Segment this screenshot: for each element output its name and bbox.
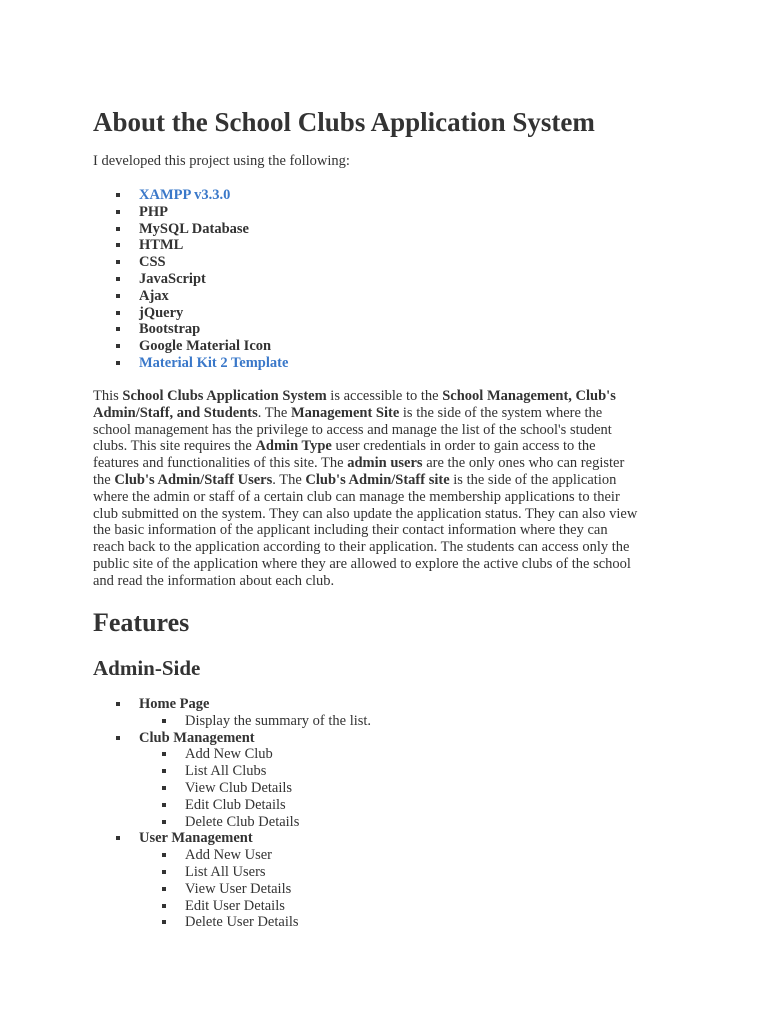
- technology-item: MySQL Database: [93, 221, 288, 238]
- feature-item: Add New Club: [139, 746, 371, 763]
- text-segment: This: [93, 388, 123, 404]
- intro-text: I developed this project using the following:: [93, 153, 350, 169]
- feature-item: Edit User Details: [139, 898, 371, 915]
- feature-item: Edit Club Details: [139, 797, 371, 814]
- technology-item: Ajax: [93, 288, 288, 305]
- text-segment: where the admin or staff of a certain club can manage the membership applications to their: [93, 488, 620, 505]
- text-segment: are the only ones who can register: [422, 455, 625, 472]
- technology-item: Google Material Icon: [93, 338, 288, 355]
- technology-item: HTML: [93, 237, 288, 254]
- text-segment: club submitted on the system. They can also update the application status. They can also view: [93, 505, 638, 522]
- description-line: [93, 539, 683, 556]
- text-segment: is the side of the system where the: [399, 404, 603, 421]
- technology-item[interactable]: [93, 187, 288, 204]
- bold-text: Admin/Staff, and Students: [93, 404, 258, 421]
- description-line: [93, 489, 683, 506]
- bold-text: admin users: [347, 455, 423, 472]
- feature-group-label: User Management: [139, 830, 253, 847]
- description-line: [93, 405, 683, 422]
- technology-link[interactable]: Material Kit 2 Template: [139, 354, 289, 371]
- feature-item: Display the summary of the list.: [139, 713, 371, 730]
- bold-text: Admin Type: [255, 438, 332, 455]
- feature-item: Delete Club Details: [139, 814, 371, 831]
- technology-link[interactable]: XAMPP v3.3.0: [139, 187, 231, 203]
- feature-group-label: Club Management: [139, 729, 255, 746]
- description-line: [93, 472, 683, 489]
- text-segment: user credentials in order to gain access to the: [331, 438, 596, 455]
- feature-sublist: [139, 713, 371, 730]
- technology-item: PHP: [93, 204, 288, 221]
- feature-list: [93, 696, 371, 931]
- technology-item: CSS: [93, 254, 288, 271]
- feature-item: Add New User: [139, 847, 371, 864]
- feature-item: View Club Details: [139, 780, 371, 797]
- text-segment: features and functionalities of this site. The: [93, 455, 348, 472]
- bold-text: Club's Admin/Staff Users: [114, 471, 273, 488]
- feature-item: Delete User Details: [139, 914, 371, 931]
- feature-item: List All Clubs: [139, 763, 371, 780]
- text-segment: clubs. This site requires the: [93, 438, 256, 455]
- text-segment: the: [93, 471, 115, 488]
- text-segment: reach back to the application according to their application. The students can access only the: [93, 539, 630, 556]
- technology-item: Bootstrap: [93, 321, 288, 338]
- text-segment: . The: [257, 404, 291, 421]
- feature-group: [93, 830, 371, 931]
- admin-side-heading: Admin-Side: [93, 656, 201, 680]
- description-line: [93, 455, 683, 472]
- text-segment: . The: [272, 471, 306, 488]
- description-line: [93, 573, 683, 590]
- feature-group: [93, 730, 371, 831]
- feature-item: List All Users: [139, 864, 371, 881]
- text-segment: is the side of the application: [449, 471, 617, 488]
- technology-item: JavaScript: [93, 271, 288, 288]
- feature-group: [93, 696, 371, 730]
- technology-list: [93, 187, 288, 372]
- description-line: [93, 438, 683, 455]
- feature-sublist: [139, 847, 371, 931]
- text-segment: is accessible to the: [326, 388, 443, 404]
- feature-group-label: Home Page: [139, 696, 210, 712]
- features-heading: Features: [93, 608, 190, 637]
- feature-item: View User Details: [139, 881, 371, 898]
- description-line: [93, 388, 683, 405]
- description-line: [93, 506, 683, 523]
- text-segment: the basic information of the applicant including their contact information where they can: [93, 522, 608, 539]
- description-line: [93, 556, 683, 573]
- bold-text: Management Site: [290, 404, 400, 421]
- feature-sublist: [139, 746, 371, 830]
- technology-item: jQuery: [93, 305, 288, 322]
- text-segment: public site of the application where they are allowed to explore the active clubs of the school: [93, 555, 631, 572]
- bold-text: School Clubs Application System: [122, 388, 327, 404]
- bold-text: Club's Admin/Staff site: [305, 471, 450, 488]
- text-segment: school management has the privilege to access and manage the list of the school's student: [93, 421, 612, 438]
- description-line: [93, 422, 683, 439]
- page-title: About the School Clubs Application System: [93, 107, 595, 137]
- description-paragraph: [93, 388, 683, 590]
- technology-item[interactable]: [93, 355, 288, 372]
- bold-text: School Management, Club's: [442, 388, 616, 404]
- description-line: [93, 522, 683, 539]
- text-segment: and read the information about each club.: [93, 572, 335, 589]
